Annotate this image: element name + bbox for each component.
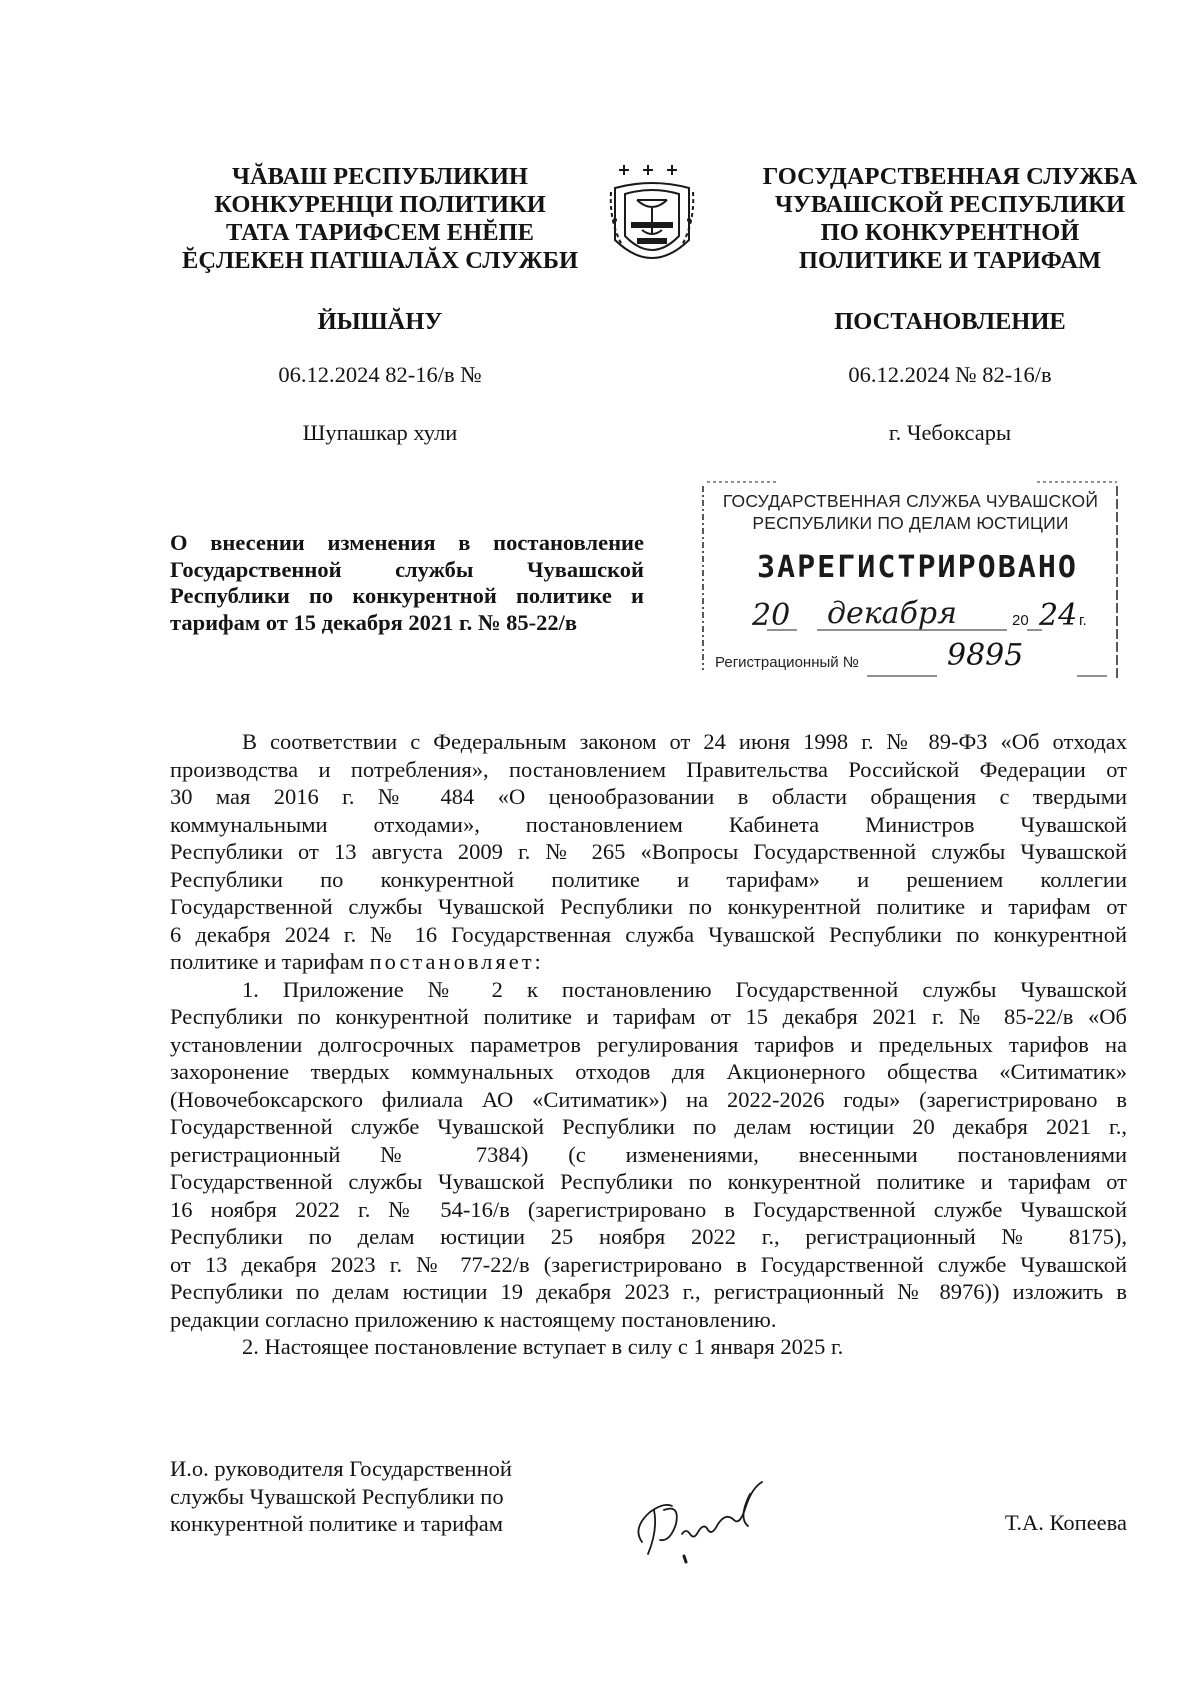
document-body [170,728,1127,1361]
body-line: 1. Приложение № 2 к постановлению Государственной службы Чувашской [242,976,1127,1002]
stamp-century: 20 [1012,612,1029,629]
body-line: захоронение твердых коммунальных отходов для Акционерного общества «Ситиматик» [170,1059,1127,1084]
header-left-line: ТАТА ТАРИФСЕМ ЕНĔПЕ [226,219,534,246]
body-line: В соответствии с Федеральным законом от 24 июня 1998 г. № 89-ФЗ «Об отходах [242,729,1127,754]
signer-position [170,1455,590,1538]
stamp-month: декабря [827,596,957,631]
city-chuvash: Шупашкар хули [302,420,458,445]
stamp-reg-number: 9895 [947,638,1024,673]
signer-position-line: конкурентной политике и тарифам [170,1511,503,1536]
stamp-year-suffix: г. [1079,612,1087,629]
title-line: Республики по конкурентной политике и [170,583,644,608]
body-line: Государственной службы Чувашской Республики по конкурентной политике и тарифам от [170,894,1127,919]
body-line: Республики по делам юстиции 19 декабря 2023 г., регистрационный № 8976)) изложить в [170,1279,1127,1304]
body-line: Республики по конкурентной политике и тарифам» и решением коллегии [170,866,1127,892]
header-left-line: КОНКУРЕНЦИ ПОЛИТИКИ [214,191,546,218]
body-line: производства и потребления», постановлением Правительства Российской Федерации от [170,756,1127,782]
body-line: 30 мая 2016 г. № 484 «О ценообразовании в области обращения с твердыми [170,784,1127,809]
signer-name: Т.А. Копеева [1004,1510,1127,1535]
header-left-line: ĔÇЛЕКЕН ПАТШАЛĂХ СЛУЖБИ [181,247,579,274]
body-line: 16 ноября 2022 г. № 54-16/в (зарегистрировано в Государственной службе Чувашской [170,1196,1127,1222]
body-line: установлении долгосрочных параметров регулирования тарифов и предельных тарифов на [170,1031,1127,1057]
stamp-day: 20 [752,598,791,633]
city-russian: г. Чебоксары [888,420,1012,445]
coat-of-arms-emblem [607,160,697,280]
title-line: Государственной службы Чувашской [170,556,644,582]
title-line: О внесении изменения в постановление [170,530,644,555]
stamp-status: ЗАРЕГИСТРИРОВАНО [757,550,1078,585]
header-right-line: ПО КОНКУРЕНТНОЙ [820,219,1080,246]
body-line: редакции согласно приложению к настоящему постановлению. [170,1306,777,1332]
body-line: Республики по делам юстиции 25 ноября 2022 г., регистрационный № 8175), [170,1224,1127,1249]
stamp-org-line: РЕСПУБЛИКИ ПО ДЕЛАМ ЮСТИЦИИ [752,513,1069,533]
body-line-text: политике и тарифам [170,949,364,974]
doc-date-number-russian: 06.12.2024 № 82-16/в [848,362,1052,387]
body-line: (Новочебоксарского филиала АО «Ситиматик») на 2022-2026 годы» (зарегистрировано в [170,1086,1127,1112]
body-line: коммунальными отходами», постановлением Кабинета Министров Чувашской [170,811,1127,837]
stamp-org-line: ГОСУДАРСТВЕННАЯ СЛУЖБА ЧУВАШСКОЙ [722,491,1099,511]
body-line: Государственной службы Чувашской Республики по конкурентной политике и тарифам от [170,1169,1127,1194]
body-line: Республики от 13 августа 2009 г. № 265 «Вопросы Государственной службы Чувашской [170,839,1127,864]
header-right-line: ГОСУДАРСТВЕННАЯ СЛУЖБА [762,163,1138,190]
body-line: от 13 декабря 2023 г. № 77-22/в (зарегистрировано в Государственной службе Чувашской [170,1251,1127,1277]
doc-type-russian: ПОСТАНОВЛЕНИЕ [834,308,1066,335]
header-right-line: ЧУВАШСКОЙ РЕСПУБЛИКИ [774,191,1126,218]
header-left-line: ЧĂВАШ РЕСПУБЛИКИН [231,163,528,190]
stamp-reg-label: Регистрационный № [715,654,859,671]
body-line: регистрационный № 7384) (с изменениями, внесенными постановлениями [170,1141,1127,1167]
body-line: Республики по конкурентной политике и тарифам от 15 декабря 2021 г. № 85-22/в «Об [170,1004,1127,1029]
signer-position-line: службы Чувашской Республики по [170,1483,504,1509]
body-line: Государственной службе Чувашской Республики по делам юстиции 20 декабря 2021 г., [170,1114,1127,1139]
signer-position-line: И.о. руководителя Государственной [170,1456,512,1481]
handwritten-signature [620,1480,820,1570]
russian-agency-name [740,163,1160,275]
body-line: 6 декабря 2024 г. № 16 Государственная служба Чувашской Республики по конкурентной [170,921,1127,947]
title-line: тарифам от 15 декабря 2021 г. № 85-22/в [170,609,578,635]
stamp-organization [697,490,1124,534]
doc-date-number-chuvash: 06.12.2024 82-16/в № [278,362,482,387]
doc-type-chuvash: ЙЫШĂНУ [317,308,443,335]
body-line-resolves [170,948,1127,976]
stamp-year: 24 [1039,598,1078,633]
chuvash-agency-name [170,163,590,275]
registration-stamp [697,480,1124,680]
resolves-word: постановляет: [369,949,544,974]
document-title [170,530,644,636]
body-line: 2. Настоящее постановление вступает в силу с 1 января 2025 г. [242,1334,844,1359]
header-right-line: ПОЛИТИКЕ И ТАРИФАМ [798,247,1102,274]
